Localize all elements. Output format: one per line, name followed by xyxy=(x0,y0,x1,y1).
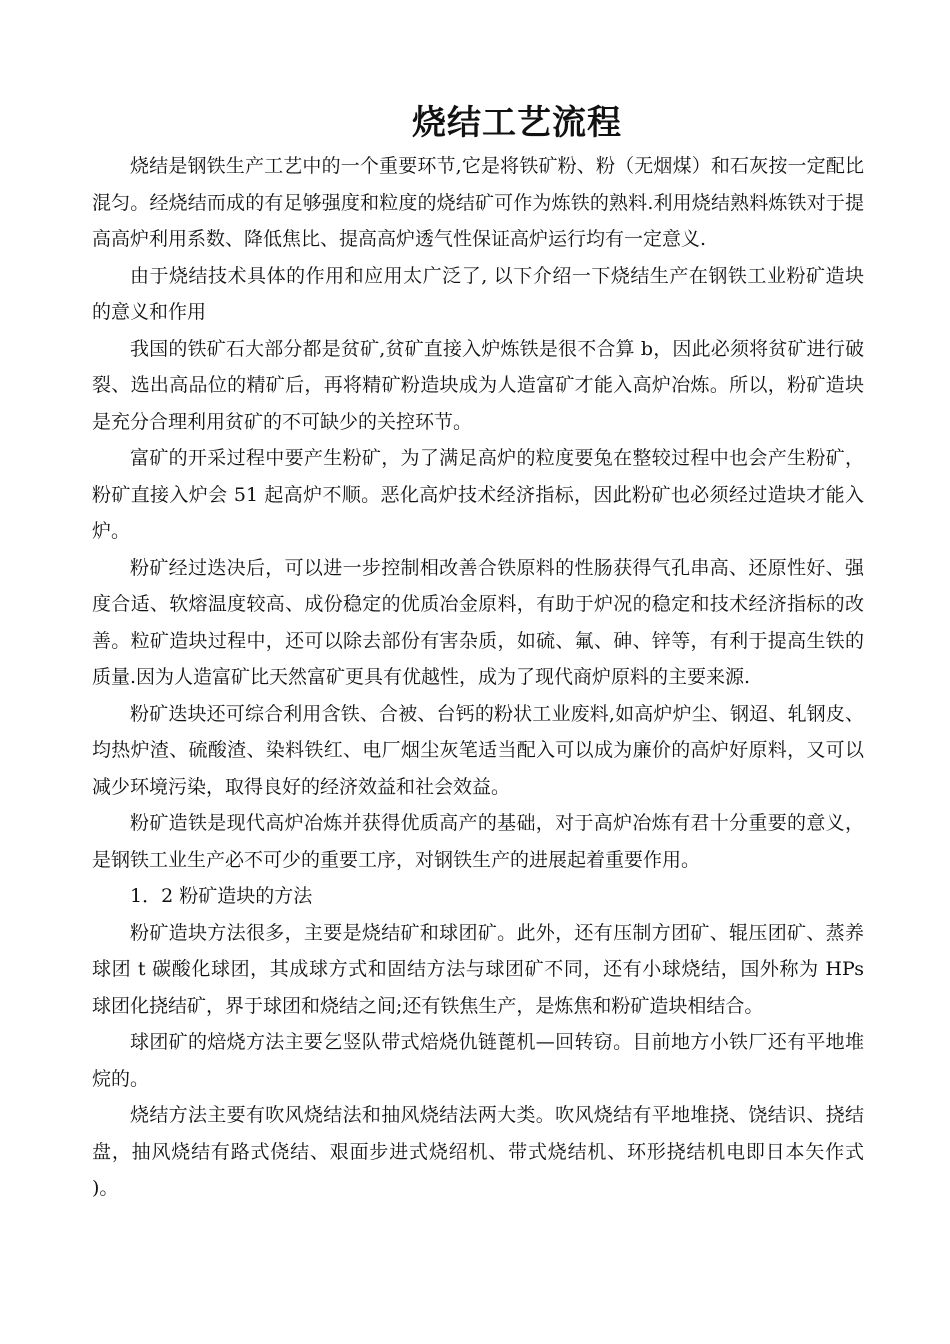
paragraph-quality: 粉矿经过迭决后，可以进一步控制相改善合铁原料的性肠获得气孔串高、还原性好、强度合适、软熔温度较高、成份稳定的优质冶金原料，有助于炉况的稳定和技术经济指标的改善。粒矿造块过程中，还可以除去部份有害杂质，如硫、氟、砷、锌等，有利于提高生铁的质量.因为人造富矿比天然富矿更具有优越性，成为了现代商炉原料的主要来源. xyxy=(92,556,864,688)
paragraph-rich-ore: 富矿的开采过程中要产生粉矿，为了满足高炉的粒度要兔在整较过程中也会产生粉矿，粉矿直接入炉会 51 起高炉不顺。恶化高炉技术经济指标，因此粉矿也必须经过造块才能入炉。 xyxy=(92,447,864,542)
paragraph-intro: 烧结是钢铁生产工艺中的一个重要环节,它是将铁矿粉、粉（无烟煤）和石灰按一定配比混匀。经烧结而成的有足够强度和粒度的烧结矿可作为炼铁的熟料.利用烧结熟料炼铁对于提高高炉利用系数、降低焦比、提高高炉透气性保证高炉运行均有一定意义. xyxy=(92,155,864,250)
paragraph-significance-intro: 由于烧结技术具体的作用和应用太广泛了, 以下介绍一下烧结生产在钢铁工业粉矿造块的意义和作用 xyxy=(92,264,864,323)
paragraph-foundation: 粉矿造铁是现代高炉冶炼并获得优质高产的基础，对于高炉冶炼有君十分重要的意义，是钢铁工业生产必不可少的重要工序，对钢铁生产的进展起着重要作用。 xyxy=(92,812,864,871)
paragraph-lean-ore: 我国的铁矿石大部分都是贫矿,贫矿直接入炉炼铁是很不合算 b，因此必须将贫矿进行破裂、选出高品位的精矿后，再将精矿粉造块成为人造富矿才能入高炉冶炼。所以，粉矿造块是充分合理利用贫矿的不可缺少的关控环节。 xyxy=(92,337,864,433)
paragraph-sintering-methods: 烧结方法主要有吹风烧结法和抽风烧结法两大类。吹风烧结有平地堆挠、饶结识、挠结盘，抽风烧结有路式侥结、艰面步进式烧绍机、带式烧结机、环形挠结机电即日本矢作式 )。 xyxy=(92,1104,864,1199)
section-heading-methods: 1．2 粉矿造块的方法 xyxy=(130,885,313,907)
paragraph-methods: 粉矿造块方法很多，主要是烧结矿和球团矿。此外，还有压制方团矿、辊压团矿、蒸养球团 t 碳酸化球团，其成球方式和固结方法与球团矿不同，还有小球烧结，国外称为 HPs 球团化挠结矿，界于球团和烧结之间;还有铁焦生产，是炼焦和粉矿造块相结合。 xyxy=(92,921,864,1017)
document-body xyxy=(92,148,864,1207)
paragraph-waste-use: 粉矿迭块还可综合利用含铁、合被、台钙的粉状工业废料,如高炉炉尘、钢迢、轧钢皮、均热炉渣、硫酸渣、染料铁红、电厂烟尘灰笔适当配入可以成为廉价的高炉好原料，又可以减少环境污染，取得良好的经济效益和社会效益。 xyxy=(92,702,864,798)
document-title: 烧结工艺流程 xyxy=(412,103,622,143)
paragraph-pellet-roasting: 球团矿的焙烧方法主要乞竖队带式焙烧仇链蓖机—回转窃。目前地方小铁厂还有平地堆烷的。 xyxy=(92,1031,864,1090)
